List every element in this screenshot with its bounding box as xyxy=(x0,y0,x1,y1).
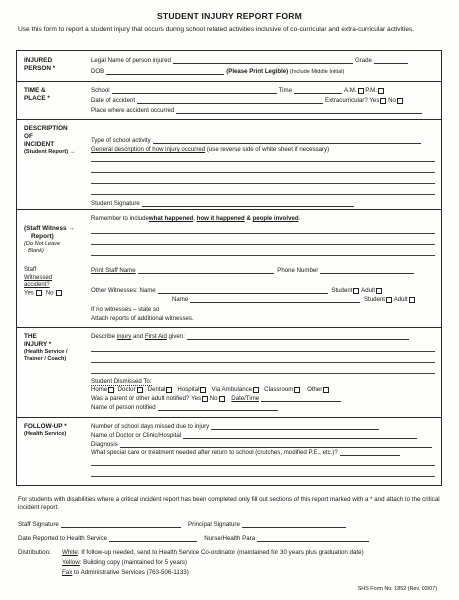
person-notified-field[interactable] xyxy=(158,404,278,411)
time-label: Time xyxy=(278,87,292,94)
divider xyxy=(17,209,441,210)
staff-witnessed-no-label: No xyxy=(45,290,54,297)
parent-notified-row xyxy=(91,395,343,402)
home-checkbox[interactable] xyxy=(108,387,114,393)
classroom-checkbox[interactable] xyxy=(294,387,300,393)
dental-checkbox[interactable] xyxy=(166,387,172,393)
staff-witness-label: (Staff Witness → Report) (Do Not Leave Blank) xyxy=(24,225,75,254)
staff-signature-label: Staff Signature xyxy=(18,521,59,528)
staff-name-row xyxy=(91,267,416,274)
print-staff-name-label: Print Staff Name xyxy=(91,267,136,274)
school-label: School xyxy=(91,87,110,94)
grade-label: Grade xyxy=(354,57,372,64)
phone-number-field[interactable] xyxy=(320,267,414,274)
activity-type-row xyxy=(91,137,423,144)
remember-note: Remember to include what happened , how it happened & people involved . xyxy=(91,215,301,222)
principal-signature-field[interactable] xyxy=(242,521,346,528)
general-description-row xyxy=(91,146,329,153)
parent-notified-no-checkbox[interactable] xyxy=(219,396,225,402)
days-missed-row xyxy=(91,423,381,430)
form-intro: Use this form to report a student injury that occurs during school related activities inclusive of co-curricular and extra-curricular activities. xyxy=(18,26,415,33)
time-field[interactable] xyxy=(294,87,342,94)
date-reported-row xyxy=(18,535,371,542)
staff-signature-row xyxy=(18,521,348,528)
other-witness-row xyxy=(172,296,415,303)
special-care-field[interactable] xyxy=(340,449,400,456)
witness-name-label: Name xyxy=(139,287,156,294)
distribution-fax: Fax to Administrative Services (763-506-1133) xyxy=(62,569,189,576)
description-line[interactable] xyxy=(91,161,435,162)
print-legible-note: (Please Print Legible) xyxy=(226,68,289,75)
classroom-label: Classroom xyxy=(264,386,294,393)
form-sections xyxy=(16,50,442,486)
doctor-clinic-label: Name of Doctor or Clinic/Hospital xyxy=(91,432,182,439)
witness-student-checkbox[interactable] xyxy=(386,297,392,303)
accident-date-label: Date of accident xyxy=(91,97,136,104)
pm-label: P.M. xyxy=(365,87,377,94)
witness-line[interactable] xyxy=(91,233,435,234)
date-time-label: Date/Time xyxy=(231,395,260,402)
hospital-label: Hospital xyxy=(177,386,200,393)
divider xyxy=(17,119,441,120)
student-signature-row xyxy=(91,200,356,207)
arrow-right-icon: → xyxy=(68,225,75,232)
student-option-label: Student xyxy=(331,287,353,294)
legal-name-row xyxy=(91,57,410,64)
nurse-label: Nurse/Health Para xyxy=(204,535,256,542)
doctor-label: Doctor xyxy=(117,386,136,393)
divider xyxy=(17,327,441,328)
accident-place-row xyxy=(91,107,424,114)
date-time-field[interactable] xyxy=(261,395,341,402)
staff-witnessed-label: Staff Witnessed accident? Yes No xyxy=(24,267,62,298)
other-checkbox[interactable] xyxy=(323,387,329,393)
form-title: STUDENT INJURY REPORT FORM xyxy=(156,11,303,21)
disabilities-note: For students with disabilities where a critical incident report has been completed only fill out sections of this report marked with a * and attach to the critical incident report. xyxy=(18,496,440,512)
diagnosis-row xyxy=(91,441,434,448)
witness-student-checkbox[interactable] xyxy=(353,288,359,294)
activity-type-label: Type of school activity xyxy=(91,137,151,144)
school-row xyxy=(91,87,384,94)
legal-name-field[interactable] xyxy=(173,57,353,64)
arrow-right-icon: → xyxy=(69,149,76,155)
am-label: A.M. xyxy=(343,87,357,94)
divider xyxy=(17,81,441,82)
middle-initial-note: (Include Middle Initial) xyxy=(289,68,345,75)
special-care-label: What special care or treatment needed after return to school (crutches, modified P.E., etc.)? xyxy=(91,449,338,456)
injury-line[interactable] xyxy=(91,351,435,352)
followup-label: FOLLOW-UP * (Health Service) xyxy=(24,423,67,437)
adult-option-label: Adult xyxy=(393,296,408,303)
extracurricular-yes-checkbox[interactable] xyxy=(380,98,386,104)
home-label: Home xyxy=(91,386,108,393)
student-signature-field[interactable] xyxy=(142,200,354,207)
distribution-yellow: Yellow: Building copy (maintained for 5 years) xyxy=(62,559,187,566)
staff-witnessed-no-checkbox[interactable] xyxy=(56,290,62,296)
injured-person-label: INJURED PERSON * xyxy=(24,57,56,72)
nurse-field[interactable] xyxy=(257,535,369,542)
extracurricular-label: Extracurricular? xyxy=(325,97,368,104)
staff-witnessed-yes-label: Yes xyxy=(24,290,34,297)
date-reported-field[interactable] xyxy=(109,535,197,542)
staff-witnessed-yes-checkbox[interactable] xyxy=(36,290,42,296)
attach-reports-note: Attach reports of additional witnesses. xyxy=(91,315,194,322)
other-label: Other xyxy=(307,386,323,393)
doctor-clinic-row xyxy=(91,432,419,439)
accident-place-label: Place where accident occurred xyxy=(91,107,175,114)
injury-line[interactable] xyxy=(91,362,435,363)
dismissed-to-label: Student Dismissed To: xyxy=(91,378,152,385)
days-missed-field[interactable] xyxy=(211,423,379,430)
parent-notified-yes-label: Yes xyxy=(191,395,202,402)
description-line[interactable] xyxy=(91,172,435,173)
witness-adult-checkbox[interactable] xyxy=(376,288,382,294)
extracurricular-no-label: No xyxy=(388,97,396,104)
doctor-clinic-field[interactable] xyxy=(183,432,417,439)
time-place-label: TIME & PLACE * xyxy=(24,87,50,102)
injury-description-field[interactable] xyxy=(187,333,409,340)
date-reported-label: Date Reported to Health Service xyxy=(18,535,108,542)
witness-line[interactable] xyxy=(91,244,435,245)
describe-injury-row: Describe injury and First Aid given: xyxy=(91,333,411,340)
dob-label: DOB xyxy=(91,68,105,75)
distribution-white: White: If follow-up needed, send to Health Service Co-ordinator (maintained for 30 years plus graduation date) xyxy=(62,549,364,556)
followup-line[interactable] xyxy=(91,465,435,466)
special-care-row xyxy=(91,449,402,456)
hospital-checkbox[interactable] xyxy=(200,387,206,393)
witness-name-field[interactable] xyxy=(158,287,328,294)
dental-label: Dental xyxy=(147,386,166,393)
activity-type-field[interactable] xyxy=(153,137,421,144)
parent-notified-yes-checkbox[interactable] xyxy=(202,396,208,402)
description-label: DESCRIPTION OF INCIDENT (Student Report) → xyxy=(24,125,76,155)
reverse-side-note: (use reverse side of white sheet if necessary) xyxy=(206,146,330,153)
accident-date-field[interactable] xyxy=(137,97,323,104)
witness-name-field[interactable] xyxy=(190,296,360,303)
other-witness-row xyxy=(91,287,382,294)
legal-name-label: Legal Name of person injured xyxy=(91,57,171,64)
witness-adult-checkbox[interactable] xyxy=(409,297,415,303)
dismissed-options xyxy=(91,386,329,393)
witness-line[interactable] xyxy=(91,255,435,256)
divider xyxy=(17,417,441,418)
extracurricular-no-checkbox[interactable] xyxy=(397,98,403,104)
days-missed-label: Number of school days missed due to injury xyxy=(91,423,210,430)
student-option-label: Student xyxy=(363,296,385,303)
staff-signature-field[interactable] xyxy=(61,521,181,528)
phone-number-label: Phone Number xyxy=(277,267,319,274)
no-witnesses-note: If no witnesses – state so xyxy=(91,306,160,313)
am-checkbox[interactable] xyxy=(358,88,364,94)
followup-line[interactable] xyxy=(91,476,435,477)
form-number: SHS Form No. 1852 (Rev. 03/07) xyxy=(357,586,437,592)
parent-notified-label: Was a parent or other adult notified? xyxy=(91,395,190,402)
diagnosis-label: Diagnosis xyxy=(91,441,118,448)
via-ambulance-label: Via Ambulance xyxy=(211,386,253,393)
person-notified-label: Name of person notified xyxy=(91,404,156,411)
pm-checkbox[interactable] xyxy=(378,88,384,94)
adult-option-label: Adult xyxy=(361,287,376,294)
injury-label: THE INJURY * (Health Service / Trainer / Coach) xyxy=(24,333,68,362)
description-line[interactable] xyxy=(91,194,435,195)
school-field[interactable] xyxy=(112,87,277,94)
accident-place-field[interactable] xyxy=(176,107,422,114)
parent-notified-no-label: No xyxy=(209,395,218,402)
description-line[interactable] xyxy=(91,183,435,184)
extracurricular-yes-label: Yes xyxy=(369,97,380,104)
grade-field[interactable] xyxy=(374,57,408,64)
injury-line[interactable] xyxy=(91,373,435,374)
dob-row xyxy=(91,68,344,75)
doctor-checkbox[interactable] xyxy=(137,387,143,393)
student-signature-label: Student Signature xyxy=(91,200,140,207)
principal-signature-label: Principal Signature xyxy=(188,521,240,528)
staff-name-field[interactable] xyxy=(138,267,274,274)
accident-date-row xyxy=(91,97,403,104)
via-ambulance-checkbox[interactable] xyxy=(253,387,259,393)
witness-name-label: Name xyxy=(172,296,189,303)
general-description-label: General description of how injury occurred xyxy=(91,146,206,153)
other-witnesses-label: Other Witnesses: xyxy=(91,287,138,294)
distribution-label: Distribution: xyxy=(18,549,51,556)
person-notified-row xyxy=(91,404,280,411)
diagnosis-field[interactable] xyxy=(120,441,432,448)
dob-field[interactable] xyxy=(106,68,224,75)
